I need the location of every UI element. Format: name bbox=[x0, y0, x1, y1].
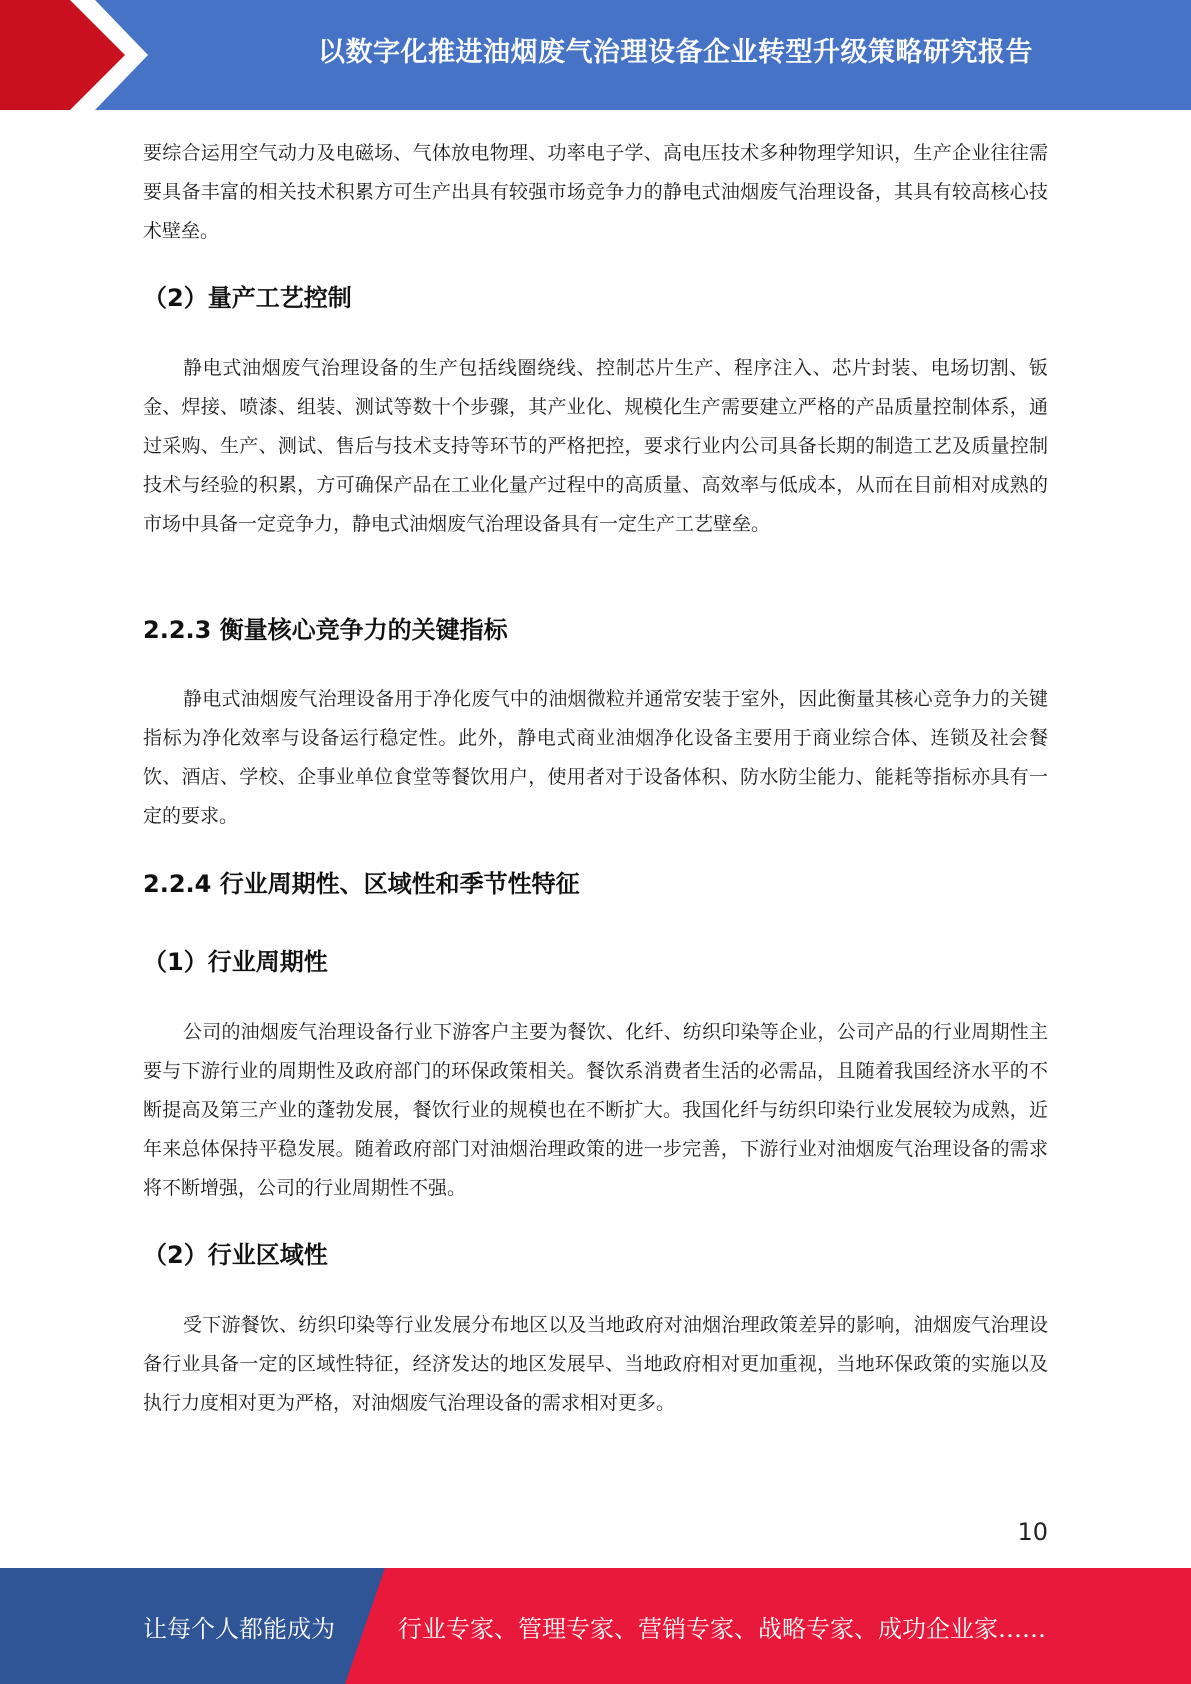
subheading-text: （2）行业区域性 bbox=[143, 1241, 328, 1269]
subheading-cyclicality bbox=[143, 942, 1048, 977]
paragraph-cyclicality bbox=[143, 1013, 1048, 1208]
paragraph-regionality bbox=[143, 1306, 1048, 1423]
subheading-mass-production bbox=[143, 278, 1048, 313]
section-heading-text: 2.2.4 行业周期性、区域性和季节性特征 bbox=[143, 870, 580, 898]
page-header bbox=[0, 0, 1191, 110]
paragraph-text: 受下游餐饮、纺织印染等行业发展分布地区以及当地政府对油烟治理政策差异的影响，油烟废气治理设备行业具备一定的区域性特征，经济发达的地区发展早、当地政府相对更加重视，当地环保政策的实施以及执行力度相对更为严格，对油烟废气治理设备的需求相对更多。 bbox=[143, 1314, 1048, 1414]
paragraph-text: 公司的油烟废气治理设备行业下游客户主要为餐饮、化纤、纺织印染等企业，公司产品的行业周期性主要与下游行业的周期性及政府部门的环保政策相关。餐饮系消费者生活的必需品，且随着我国经济水平的不断提高及第三产业的蓬勃发展，餐饮行业的规模也在不断扩大。我国化纤与纺织印染行业发展较为成熟，近年来总体保持平稳发展。随着政府部门对油烟治理政策的进一步完善，下游行业对油烟废气治理设备的需求将不断增强，公司的行业周期性不强。 bbox=[143, 1021, 1048, 1199]
page-footer bbox=[0, 1568, 1191, 1684]
paragraph-text: 静电式油烟废气治理设备用于净化废气中的油烟微粒并通常安装于室外，因此衡量其核心竞争力的关键指标为净化效率与设备运行稳定性。此外，静电式商业油烟净化设备主要用于商业综合体、连锁及社会餐饮、酒店、学校、企事业单位食堂等餐饮用户，使用者对于设备体积、防水防尘能力、能耗等指标亦具有一定的要求。 bbox=[143, 688, 1048, 827]
paragraph-key-indicators bbox=[143, 680, 1048, 836]
footer-slogan-left: 让每个人都能成为 bbox=[143, 1614, 335, 1643]
footer-slogan-right: 行业专家、管理专家、营销专家、战略专家、成功企业家…… bbox=[398, 1614, 1046, 1643]
paragraph-text: 静电式油烟废气治理设备的生产包括线圈绕线、控制芯片生产、程序注入、芯片封装、电场切割、钣金、焊接、喷漆、组装、测试等数十个步骤，其产业化、规模化生产需要建立严格的产品质量控制体系，通过采购、生产、测试、售后与技术支持等环节的严格把控，要求行业内公司具备长期的制造工艺及质量控制技术与经验的积累，方可确保产品在工业化量产过程中的高质量、高效率与低成本，从而在目前相对成熟的市场中具备一定竞争力，静电式油烟废气治理设备具有一定生产工艺壁垒。 bbox=[143, 357, 1048, 535]
paragraph-text: 要综合运用空气动力及电磁场、气体放电物理、功率电子学、高电压技术多种物理学知识，生产企业往往需要具备丰富的相关技术积累方可生产出具有较强市场竞争力的静电式油烟废气治理设备，其具有较高核心技术壁垒。 bbox=[143, 142, 1048, 242]
paragraph-mass-production bbox=[143, 349, 1048, 544]
subheading-text: （1）行业周期性 bbox=[143, 948, 328, 976]
subheading-text: （2）量产工艺控制 bbox=[143, 284, 352, 312]
page-number: 10 bbox=[1017, 1518, 1048, 1546]
section-heading-2-2-4 bbox=[143, 864, 1048, 899]
section-heading-2-2-3 bbox=[143, 610, 1048, 645]
header-title: 以数字化推进油烟废气治理设备企业转型升级策略研究报告 bbox=[318, 36, 1033, 68]
subheading-regionality bbox=[143, 1235, 1048, 1270]
paragraph-intro-continued bbox=[143, 134, 1048, 251]
section-heading-text: 2.2.3 衡量核心竞争力的关键指标 bbox=[143, 616, 508, 644]
